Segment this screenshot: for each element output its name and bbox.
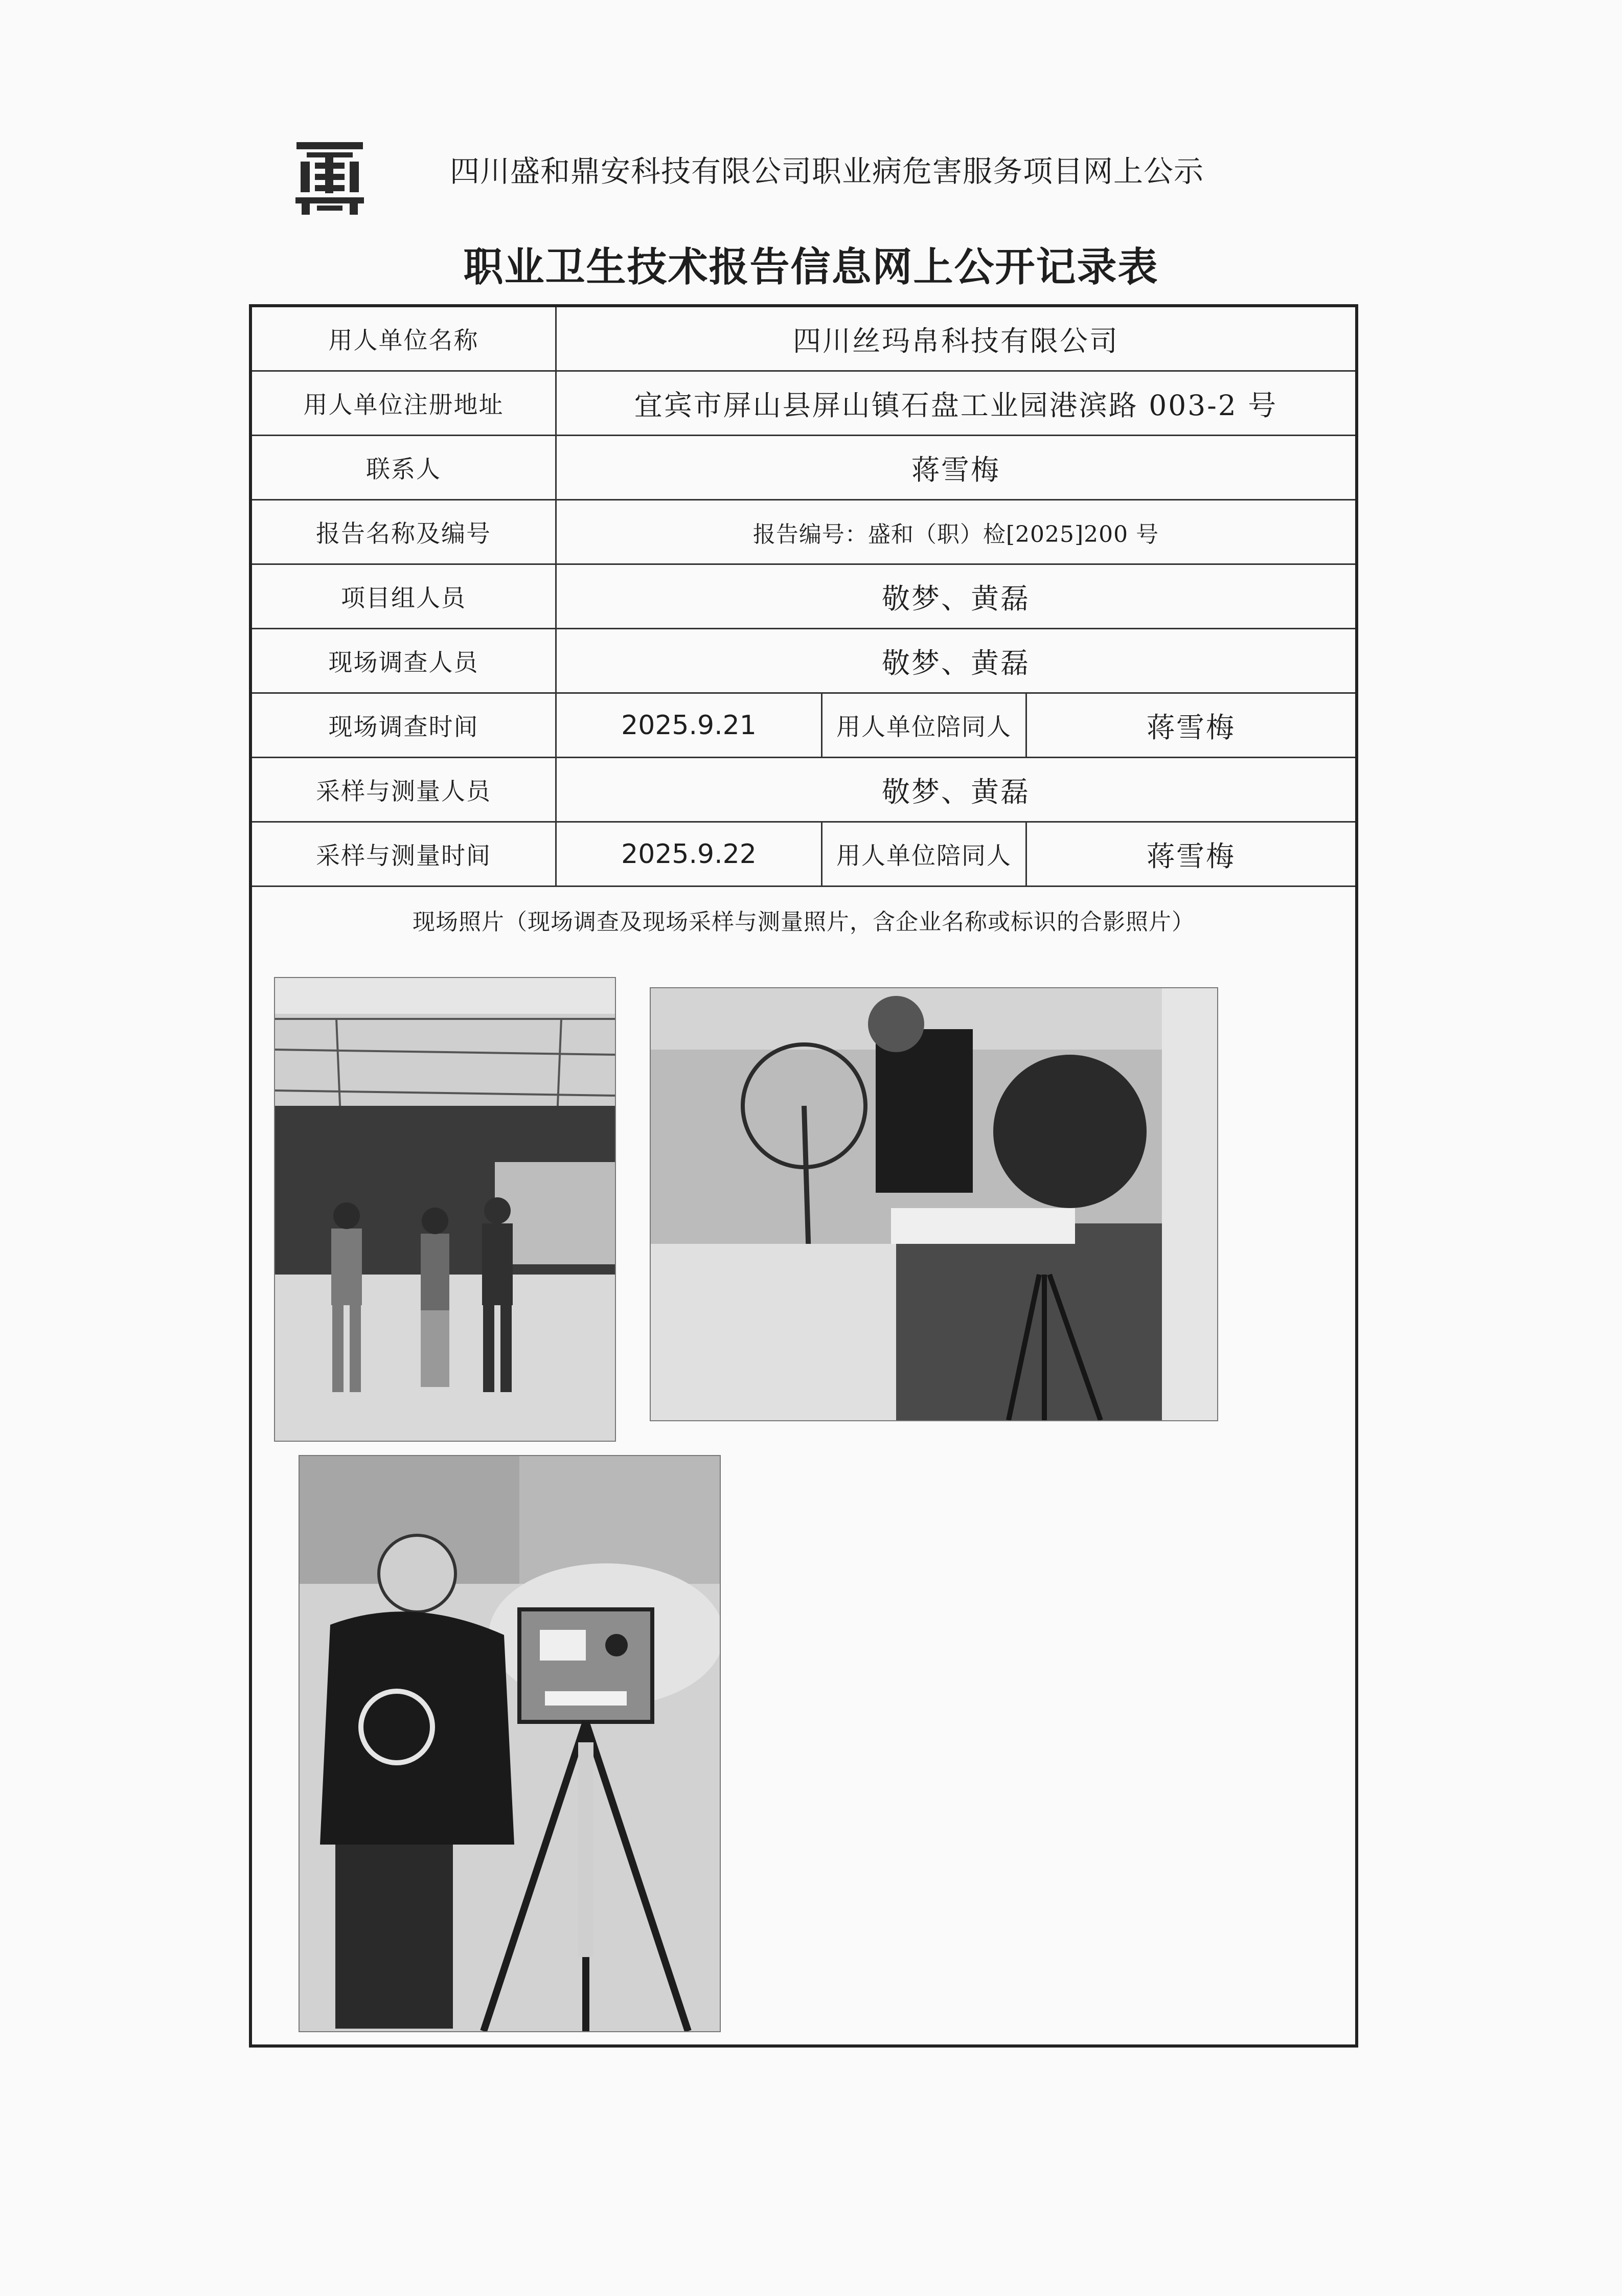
sampling-time-value: 2025.9.22 [557,823,823,885]
sampling-staff-label: 采样与测量人员 [252,758,557,821]
team-value: 敬梦、黄磊 [881,582,1030,615]
employer-name-value: 四川丝玛帛科技有限公司 [792,325,1119,357]
row-survey-time [252,694,1355,758]
report-value: 报告编号：盛和（职）检[2025]200 号 [752,521,1159,548]
row-sampling-staff [252,758,1355,823]
sampling-photo-2 [299,1455,721,2032]
contact-label: 联系人 [252,436,557,499]
survey-staff-label: 现场调查人员 [252,629,557,692]
document-title: 职业卫生技术报告信息网上公开记录表 [463,244,1159,290]
employer-name-label: 用人单位名称 [252,307,557,370]
contact-value: 蒋雪梅 [911,453,1000,486]
survey-escort-label: 用人单位陪同人 [823,694,1027,757]
sampling-staff-value: 敬梦、黄磊 [881,776,1030,808]
record-table [249,304,1358,2048]
group-photo [274,977,616,1442]
address-label: 用人单位注册地址 [252,372,557,435]
page-header [291,137,1365,219]
sampling-time-label: 采样与测量时间 [252,823,557,885]
row-address [252,372,1355,436]
company-logo [291,137,368,216]
survey-staff-value: 敬梦、黄磊 [881,647,1030,679]
row-sampling-time [252,823,1355,887]
company-notice: 四川盛和鼎安科技有限公司职业病危害服务项目网上公示 [450,154,1204,189]
row-team [252,565,1355,629]
row-contact [252,436,1355,501]
report-label: 报告名称及编号 [252,501,557,563]
photo-caption: 现场照片（现场调查及现场采样与测量照片，含企业名称或标识的合影照片） [413,909,1195,935]
sampling-escort-value: 蒋雪梅 [1146,840,1236,873]
survey-time-label: 现场调查时间 [252,694,557,757]
row-report [252,501,1355,565]
row-survey-staff [252,629,1355,694]
team-label: 项目组人员 [252,565,557,628]
address-value: 宜宾市屏山县屏山镇石盘工业园港滨路 003-2 号 [634,389,1278,422]
survey-time-value: 2025.9.21 [557,694,823,757]
survey-escort-value: 蒋雪梅 [1146,711,1236,744]
row-employer-name [252,307,1355,372]
sampling-photo-1 [650,987,1218,1421]
sampling-escort-label: 用人单位陪同人 [823,823,1027,885]
